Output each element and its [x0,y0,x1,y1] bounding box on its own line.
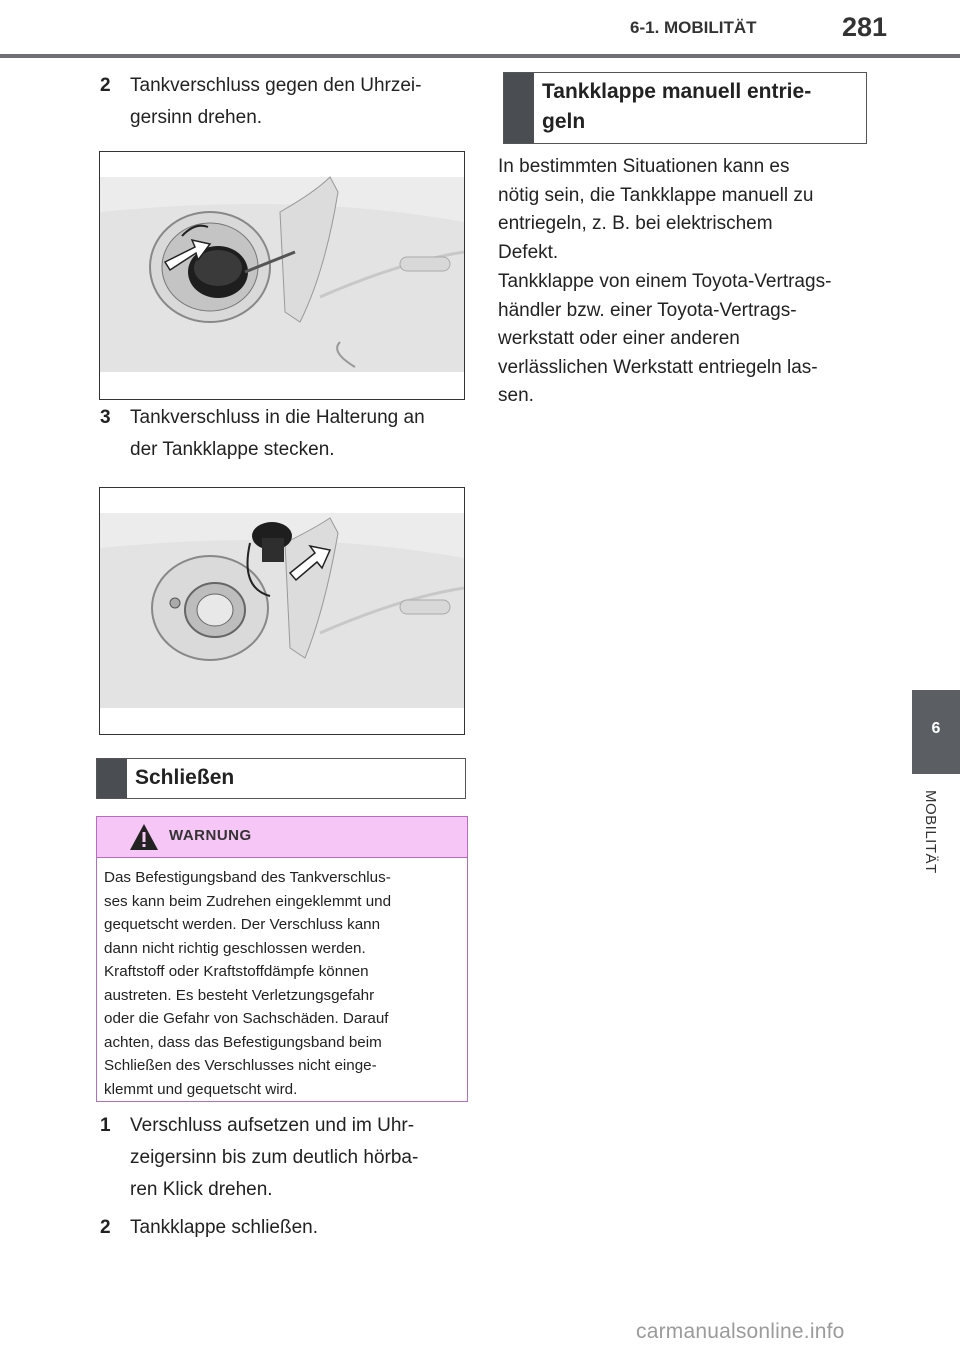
warning-line: achten, dass das Befestigungsband beim [104,1033,382,1051]
warning-box [96,816,468,1102]
warning-triangle-icon [129,823,159,851]
step-text-line: Verschluss aufsetzen und im Uhr- [130,1115,415,1136]
paragraph-line: sen. [498,385,534,406]
step-text-line: Tankverschluss in die Halterung an [130,407,425,428]
heading-line: geln [542,110,586,133]
paragraph-line: Tankklappe von einem Toyota-Vertrags- [498,271,832,292]
page-number: 281 [842,12,888,42]
figure-cap-in-holder [99,487,465,735]
figure-turn-cap [99,151,465,400]
warning-line: Das Befestigungsband des Tankverschlus- [104,869,391,886]
step-text-line: gersinn drehen. [130,107,263,128]
warning-text [97,858,467,1101]
step-number: 2 [100,1217,111,1238]
chapter-number: 6 [931,720,941,737]
warning-line: klemmt und gequetscht wird. [104,1080,298,1098]
step-number: 3 [100,407,111,428]
heading-bar [97,759,127,798]
warning-line: ses kann beim Zudrehen eingeklemmt und [104,892,392,910]
section-title: 6-1. MOBILITÄT [630,18,757,37]
step-3-store-cap [100,402,470,466]
step-2-close-door [100,1212,470,1244]
step-text-line: der Tankklappe stecken. [130,439,335,460]
step-number: 1 [100,1115,111,1136]
paragraph-manual-release-dealer [498,268,868,411]
section-heading-closing [96,758,466,799]
warning-line: Schließen des Verschlusses nicht einge- [104,1057,377,1074]
step-text-line: zeigersinn bis zum deutlich hörba- [130,1147,419,1168]
step-text-line: ren Klick drehen. [130,1179,273,1200]
step-number: 2 [100,75,111,96]
section-heading-manual-release [503,72,867,144]
header-rule [0,54,960,58]
paragraph-line: entriegeln, z. B. bei elektrischem [498,213,773,234]
paragraph-line: nötig sein, die Tankklappe manuell zu [498,184,814,206]
paragraph-line: verlässlichen Werkstatt entriegeln las- [498,356,818,378]
warning-line: austreten. Es besteht Verletzungsgefahr [104,986,375,1004]
warning-line: dann nicht richtig geschlossen werden. [104,939,366,957]
paragraph-line: werkstatt oder einer anderen [498,328,740,349]
warning-title: WARNUNG [169,827,252,844]
warning-line: oder die Gefahr von Sachschäden. Darauf [104,1010,389,1027]
paragraph-manual-release-intro [498,153,868,267]
warning-line: Kraftstoff oder Kraftstoffdämpfe können [104,963,369,980]
chapter-label: MOBILITÄT [922,790,939,874]
heading-text: Schließen [135,766,235,789]
step-1-attach-cap [100,1110,470,1206]
paragraph-line: In bestimmten Situationen kann es [498,156,790,177]
fuel-door-illustration-2 [100,488,464,734]
warning-header [97,817,467,858]
heading-line: Tankklappe manuell entrie- [542,80,812,103]
warning-line: gequetscht werden. Der Verschluss kann [104,916,381,933]
step-text-line: Tankklappe schließen. [130,1217,318,1238]
step-text-line: Tankverschluss gegen den Uhrzei- [130,75,422,96]
watermark: carmanualsonline.info [636,1320,845,1343]
paragraph-line: händler bzw. einer Toyota-Vertrags- [498,299,797,321]
paragraph-line: Defekt. [498,241,559,263]
heading-bar [504,73,534,143]
chapter-tab [912,690,960,774]
step-2-turn-cap [100,70,470,134]
fuel-door-illustration-1 [100,152,464,399]
heading-text [534,73,811,143]
